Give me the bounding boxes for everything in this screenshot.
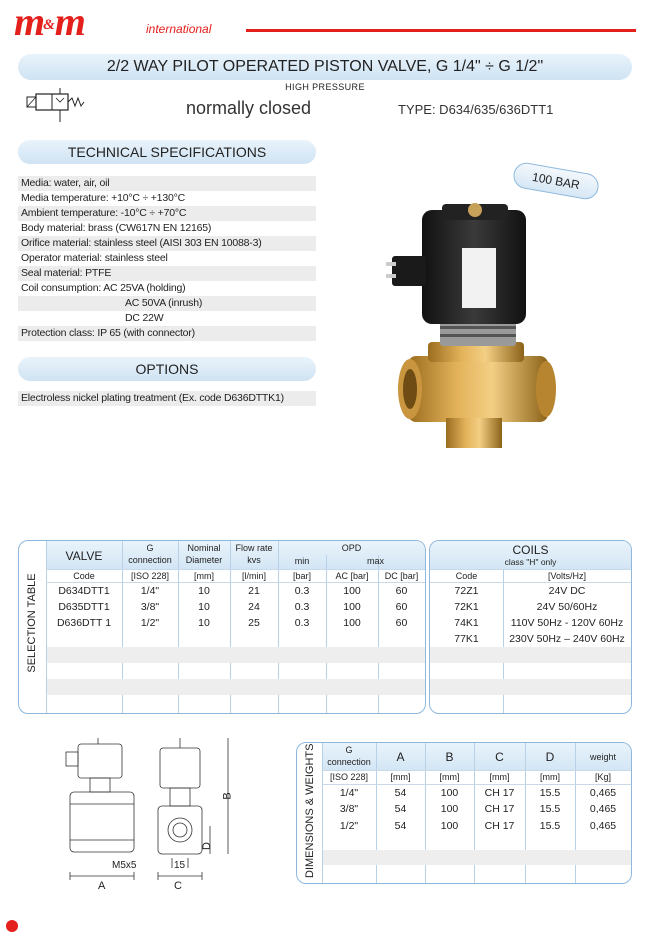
unit-cell: [l/min]	[241, 571, 266, 581]
table-cell: 1/2"	[140, 617, 160, 629]
coil-voltage: 110V 50Hz - 120V 60Hz	[510, 617, 624, 629]
col-header-opd-max: max	[366, 556, 384, 566]
dim-label-b: B	[221, 792, 234, 800]
normally-closed-label: normally closed	[186, 98, 312, 118]
coil-voltage: 24V 50/60Hz	[536, 601, 598, 613]
spec-row: Protection class: IP 65 (with connector)	[18, 326, 316, 341]
page-title: 2/2 WAY PILOT OPERATED PISTON VALVE, G 1/4" ÷ G 1/2"	[18, 54, 632, 80]
valve-type: TYPE: D634/635/636DTT1	[398, 102, 554, 117]
selection-table-side-label: SELECTION TABLE	[26, 573, 38, 673]
coil-code: 72Z1	[454, 585, 479, 597]
col-header-flow-sub: kvs	[247, 555, 261, 565]
table-cell: 0,465	[589, 803, 617, 815]
unit-cell: [Kg]	[594, 772, 611, 782]
table-cell: 1/4"	[339, 787, 359, 799]
dim-label-d: D	[200, 842, 213, 850]
unit-cell: [mm]	[439, 772, 460, 782]
col-header-g: G	[146, 543, 154, 553]
spec-row: Coil consumption: AC 25VA (holding)	[21, 282, 186, 294]
unit-cell: [mm]	[390, 772, 411, 782]
unit-cell: [mm]	[489, 772, 510, 782]
table-cell: 3/8"	[140, 601, 160, 613]
table-cell: 15.5	[539, 787, 561, 799]
col-header-flow: Flow rate	[235, 543, 273, 553]
unit-cell: DC [bar]	[384, 571, 419, 581]
table-cell: 10	[198, 617, 210, 629]
table-cell: 100	[440, 820, 459, 832]
options-heading: OPTIONS	[18, 357, 316, 381]
coil-code: 74K1	[454, 617, 479, 629]
table-cell: 25	[248, 617, 260, 629]
table-cell: CH 17	[484, 787, 515, 799]
col-header-g-sub: connection	[128, 555, 172, 565]
unit-cell: [mm]	[540, 772, 560, 782]
coil-code: 72K1	[454, 601, 479, 613]
table-cell: 0,465	[589, 820, 617, 832]
table-cell: 3/8"	[339, 803, 359, 815]
table-cell: 100	[343, 585, 361, 597]
col-header-opd: OPD	[341, 543, 362, 553]
unit-cell: [ISO 228]	[130, 571, 170, 581]
unit-cell: Code	[455, 571, 478, 581]
spec-row: Body material: brass (CW617N EN 12165)	[21, 222, 212, 234]
spec-row: Media: water, air, oil	[18, 176, 316, 191]
table-cell: 15.5	[539, 820, 561, 832]
table-cell: 60	[395, 585, 408, 597]
table-cell: CH 17	[484, 820, 515, 832]
unit-cell: [bar]	[292, 571, 311, 581]
table-cell: 100	[343, 617, 361, 629]
spec-row: Media temperature: +10°C ÷ +130°C	[21, 192, 185, 204]
col-header-g-sub: connection	[327, 757, 371, 767]
spec-row: Ambient temperature: -10°C ÷ +70°C	[18, 206, 316, 221]
spec-row: DC 22W	[125, 312, 164, 324]
brand-logo: m&m	[14, 0, 84, 44]
dimensions-table-side-label: DIMENSIONS & WEIGHTS	[304, 743, 316, 878]
table-cell: 60	[395, 617, 408, 629]
table-cell: 0,465	[589, 787, 617, 799]
dim-label-c: C	[174, 880, 182, 892]
tech-specs-heading: TECHNICAL SPECIFICATIONS	[18, 140, 316, 164]
table-cell: 54	[394, 820, 407, 832]
table-cell: 100	[440, 803, 459, 815]
table-cell: 60	[395, 601, 408, 613]
unit-cell: AC [bar]	[335, 571, 369, 581]
col-header-d: D	[545, 750, 555, 764]
col-header-opd-min: min	[294, 556, 310, 566]
spec-row: AC 50VA (inrush)	[18, 296, 316, 311]
option-row: Electroless nickel plating treatment (Ex. code D636DTTK1)	[18, 391, 316, 406]
dim-label-m5x5: M5x5	[112, 860, 137, 871]
unit-cell: [mm]	[194, 571, 214, 581]
table-cell: 0.3	[294, 601, 310, 613]
table-cell: 24	[248, 601, 260, 613]
table-cell: 54	[394, 803, 407, 815]
col-header-nominal: Nominal	[187, 543, 221, 553]
col-header-weight: weight	[589, 752, 616, 762]
table-cell: 1/2"	[339, 820, 359, 832]
coils-heading: COILS	[512, 543, 549, 557]
unit-cell: [ISO 228]	[329, 772, 369, 782]
col-header-valve: VALVE	[65, 549, 103, 563]
table-cell: D635DTT1	[58, 601, 110, 613]
coils-subheading: class "H" only	[504, 557, 557, 567]
col-header-nominal-sub: Diameter	[185, 555, 223, 565]
table-cell: 1/4"	[140, 585, 160, 597]
page-subtitle: HIGH PRESSURE	[285, 82, 365, 92]
table-cell: 21	[248, 585, 260, 597]
table-cell: D634DTT1	[58, 585, 110, 597]
col-header-g: G	[345, 745, 353, 755]
table-cell: 54	[394, 787, 407, 799]
valve-symbol-icon	[22, 88, 88, 124]
table-cell: CH 17	[484, 803, 515, 815]
unit-cell: [Volts/Hz]	[547, 571, 586, 581]
brand-subtitle: international	[146, 22, 212, 36]
valve-product-image	[380, 196, 560, 466]
col-header-a: A	[396, 750, 405, 764]
spec-row: Orifice material: stainless steel (AISI 303 EN 10088-3)	[18, 236, 316, 251]
dim-label-15: 15	[174, 860, 186, 871]
brand-rule	[246, 29, 636, 32]
col-header-c: C	[495, 750, 504, 764]
coil-voltage: 230V 50Hz – 240V 60Hz	[509, 633, 625, 645]
coil-voltage: 24V DC	[548, 585, 586, 597]
spec-row: Operator material: stainless steel	[21, 252, 168, 264]
table-cell: 10	[198, 601, 210, 613]
pressure-badge: 100 BAR	[511, 161, 600, 202]
coil-code: 77K1	[454, 633, 479, 645]
dim-label-a: A	[98, 880, 106, 892]
table-cell: 100	[343, 601, 361, 613]
col-header-b: B	[445, 750, 454, 764]
table-cell: D636DTT 1	[56, 617, 112, 629]
table-cell: 0.3	[294, 617, 310, 629]
spec-row: Seal material: PTFE	[18, 266, 316, 281]
table-cell: 100	[440, 787, 459, 799]
unit-cell: Code	[73, 571, 95, 581]
table-cell: 10	[198, 585, 210, 597]
dimension-drawing	[60, 734, 250, 894]
table-cell: 15.5	[539, 803, 561, 815]
table-cell: 0.3	[294, 585, 310, 597]
footer-dot	[6, 920, 18, 932]
